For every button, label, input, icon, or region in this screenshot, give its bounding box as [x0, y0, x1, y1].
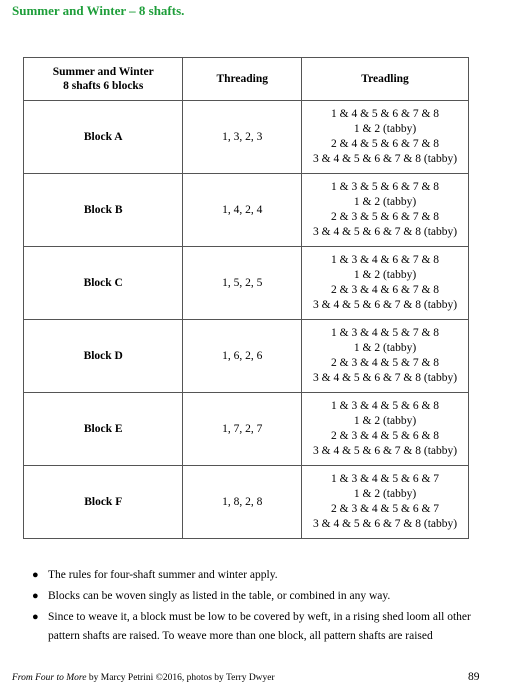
notes-list [28, 566, 488, 648]
block-name-cell: Block D [24, 320, 183, 393]
treadling-line: 2 & 3 & 4 & 6 & 7 & 8 [331, 284, 440, 296]
treadling-line: 1 & 2 (tabby) [353, 488, 417, 500]
treadling-line: 2 & 4 & 5 & 6 & 7 & 8 [331, 138, 440, 150]
threading-cell: 1, 5, 2, 5 [183, 247, 302, 320]
treadling-line: 3 & 4 & 5 & 6 & 7 & 8 (tabby) [313, 372, 458, 384]
treadling-line: 1 & 2 (tabby) [353, 415, 417, 427]
summer-winter-table [23, 57, 469, 539]
block-name-cell: Block E [24, 393, 183, 466]
list-item [28, 608, 488, 646]
treadling-line: 3 & 4 & 5 & 6 & 7 & 8 (tabby) [313, 299, 458, 311]
treadling-line: 1 & 4 & 5 & 6 & 7 & 8 [331, 108, 440, 120]
credit-text: by Marcy Petrini ©2016, photos by Terry Dwyer [86, 673, 275, 683]
threading-cell: 1, 6, 2, 6 [183, 320, 302, 393]
page-number: 89 [468, 671, 480, 683]
bullet-icon: ● [32, 611, 39, 623]
footer-credit [12, 673, 275, 683]
table-row [24, 320, 469, 393]
treadling-line: 1 & 3 & 4 & 6 & 7 & 8 [331, 254, 440, 266]
header-draft-title: Summer and Winter [52, 66, 154, 78]
note-text: The rules for four-shaft summer and winter apply. [48, 569, 278, 581]
threading-cell: 1, 3, 2, 3 [183, 101, 302, 174]
threading-cell: 1, 7, 2, 7 [183, 393, 302, 466]
treadling-line: 3 & 4 & 5 & 6 & 7 & 8 (tabby) [313, 226, 458, 238]
note-text: Blocks can be woven singly as listed in the table, or combined in any way. [48, 590, 391, 602]
treadling-line: 3 & 4 & 5 & 6 & 7 & 8 (tabby) [313, 153, 458, 165]
list-item [28, 566, 488, 585]
treadling-line: 2 & 3 & 5 & 6 & 7 & 8 [331, 211, 440, 223]
bullet-icon: ● [32, 590, 39, 602]
treadling-line: 1 & 3 & 4 & 5 & 6 & 7 [331, 473, 440, 485]
treadling-line: 2 & 3 & 4 & 5 & 6 & 8 [331, 430, 440, 442]
treadling-cell [302, 101, 469, 174]
treadling-cell [302, 393, 469, 466]
bullet-icon: ● [32, 569, 39, 581]
header-draft-subtitle: 8 shafts 6 blocks [63, 80, 144, 92]
treadling-line: 1 & 3 & 4 & 5 & 7 & 8 [331, 327, 440, 339]
treadling-line: 2 & 3 & 4 & 5 & 7 & 8 [331, 357, 440, 369]
treadling-line: 3 & 4 & 5 & 6 & 7 & 8 (tabby) [313, 445, 458, 457]
treadling-line: 1 & 2 (tabby) [353, 342, 417, 354]
treadling-cell [302, 320, 469, 393]
table-header-row [24, 58, 469, 101]
treadling-cell [302, 466, 469, 539]
table-row [24, 247, 469, 320]
table-row [24, 466, 469, 539]
header-treadling: Treadling [302, 58, 469, 101]
threading-cell: 1, 4, 2, 4 [183, 174, 302, 247]
list-item [28, 587, 488, 606]
header-draft-name [24, 58, 183, 101]
treadling-line: 1 & 3 & 5 & 6 & 7 & 8 [331, 181, 440, 193]
treadling-cell [302, 247, 469, 320]
block-name-cell: Block C [24, 247, 183, 320]
table-row [24, 174, 469, 247]
block-name-cell: Block F [24, 466, 183, 539]
treadling-line: 1 & 2 (tabby) [353, 269, 417, 281]
threading-cell: 1, 8, 2, 8 [183, 466, 302, 539]
treadling-cell [302, 174, 469, 247]
treadling-line: 1 & 3 & 4 & 5 & 6 & 8 [331, 400, 440, 412]
block-name-cell: Block A [24, 101, 183, 174]
header-threading: Threading [183, 58, 302, 101]
page-heading: Summer and Winter – 8 shafts. [12, 3, 185, 18]
block-name-cell: Block B [24, 174, 183, 247]
table-row [24, 393, 469, 466]
note-text: Since to weave it, a block must be low to be covered by weft, in a rising shed loom all other pattern shafts are raised. To weave more than one block, all pattern shafts are raised [48, 611, 471, 642]
table-row [24, 101, 469, 174]
book-title: From Four to More [12, 673, 87, 683]
treadling-line: 3 & 4 & 5 & 6 & 7 & 8 (tabby) [313, 518, 458, 530]
treadling-line: 1 & 2 (tabby) [353, 123, 417, 135]
treadling-line: 2 & 3 & 4 & 5 & 6 & 7 [331, 503, 440, 515]
treadling-line: 1 & 2 (tabby) [353, 196, 417, 208]
